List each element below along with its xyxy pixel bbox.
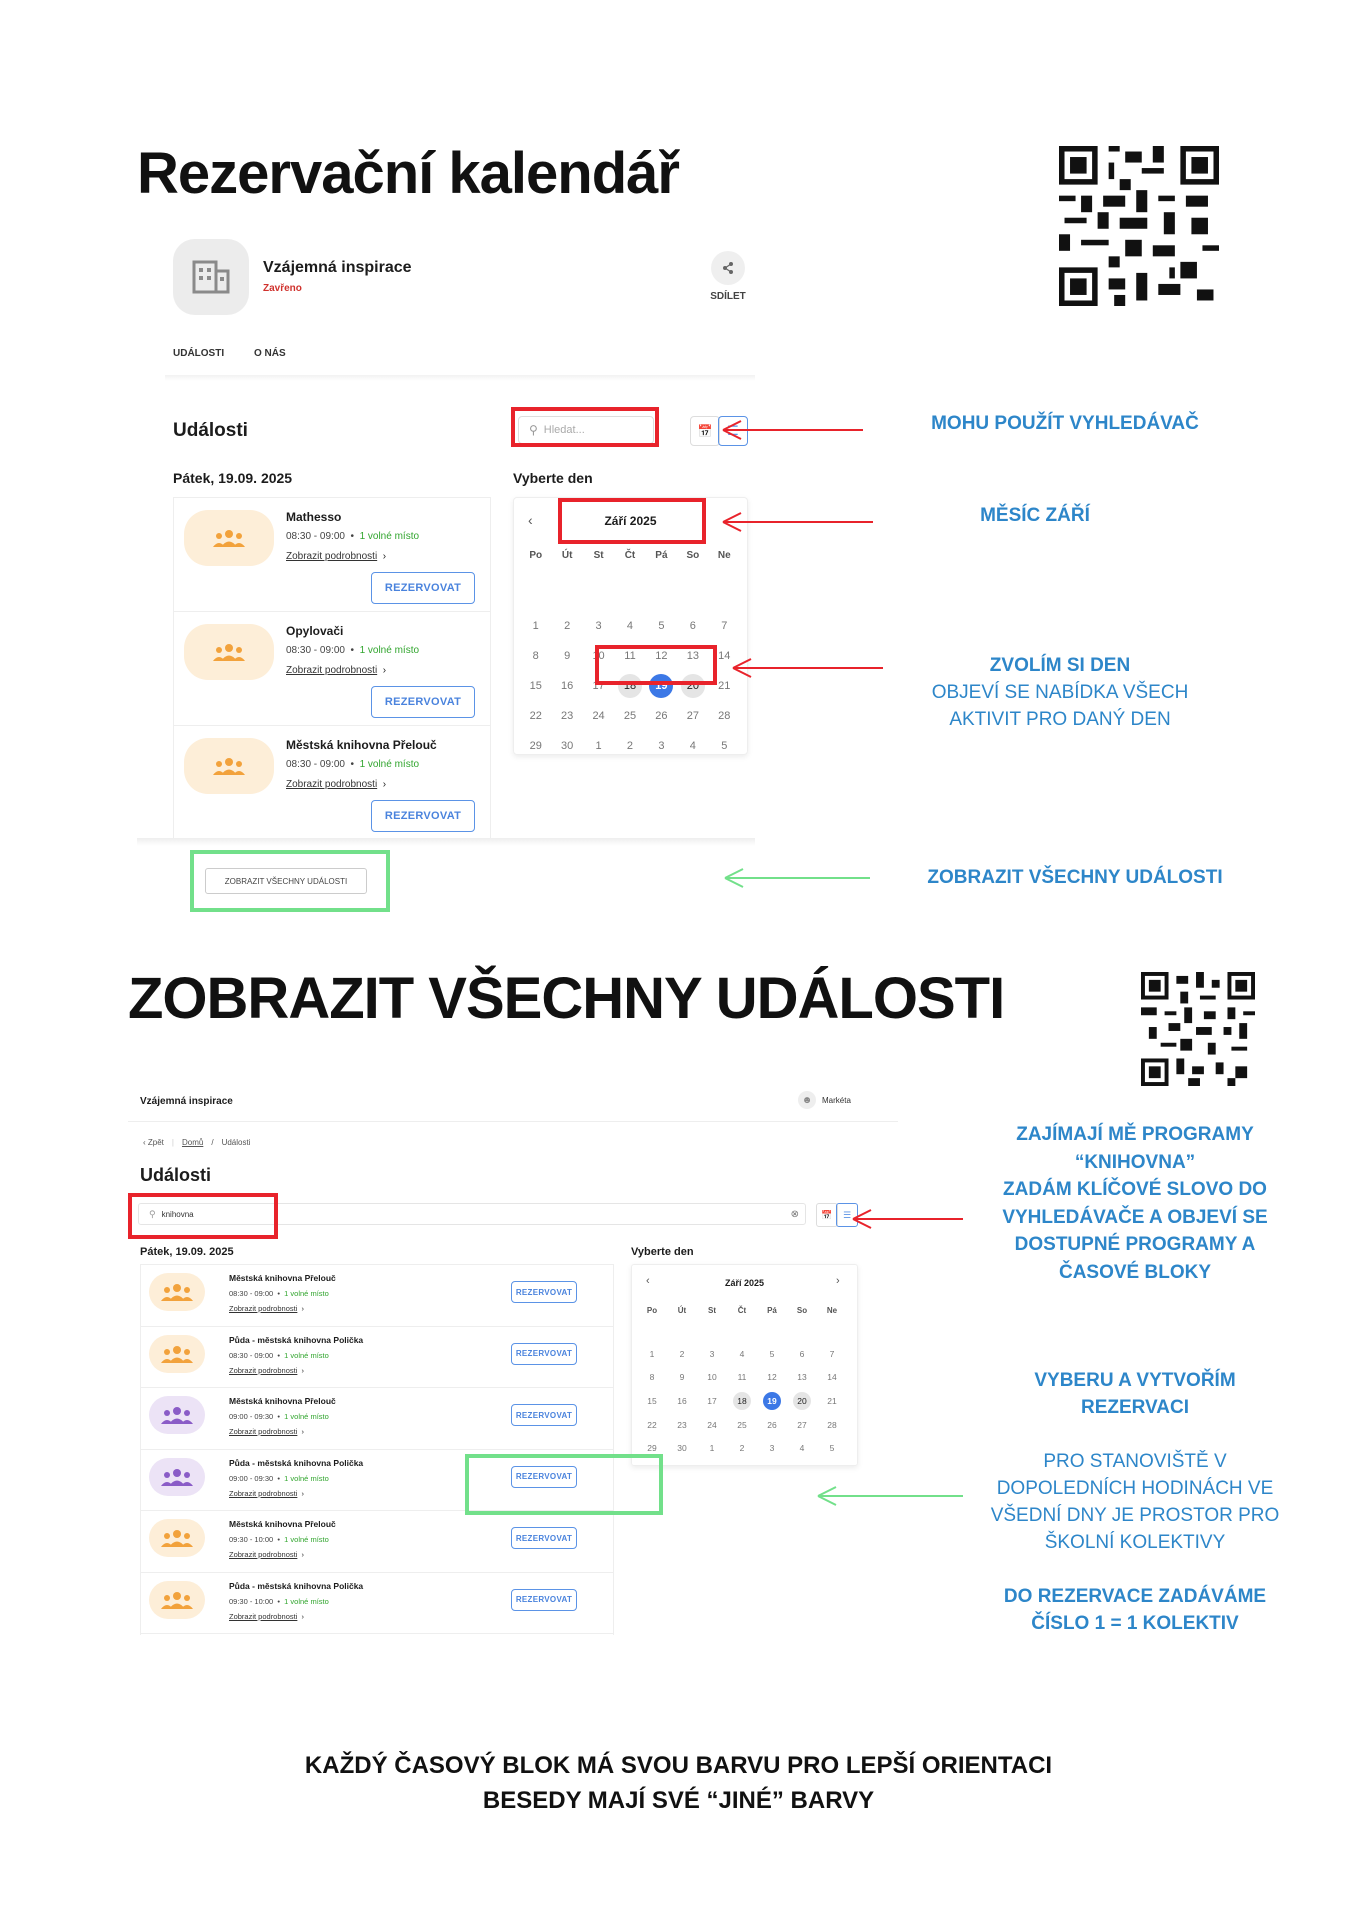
- annotation-search-2-line6: ČASOVÉ BLOKY: [1058, 1261, 1212, 1283]
- calendar-prev-button[interactable]: ‹: [646, 1275, 650, 1287]
- section2-title: ZOBRAZIT VŠECHNY UDÁLOSTI: [128, 966, 1005, 1031]
- event-spots: 1 volné místo: [284, 1412, 329, 1421]
- annotation-search-2-line4: VYHLEDÁVAČE A OBJEVÍ SE: [1002, 1206, 1268, 1228]
- calendar-day[interactable]: 10: [707, 1372, 717, 1383]
- calendar-month-2: Září 2025: [724, 1278, 765, 1288]
- event-avatar: [149, 1458, 205, 1496]
- reserve-button[interactable]: REZERVOVAT: [371, 572, 475, 604]
- calendar-day[interactable]: 26: [655, 710, 668, 722]
- event-spots: 1 volné místo: [359, 531, 420, 542]
- show-all-highlight: [190, 850, 390, 912]
- show-all-button[interactable]: ZOBRAZIT VŠECHNY UDÁLOSTI: [205, 868, 367, 894]
- event-time: 08:30 - 09:00: [286, 645, 345, 656]
- calendar-day[interactable]: 2: [679, 1348, 685, 1359]
- calendar-day[interactable]: 24: [707, 1419, 717, 1430]
- header-divider: [128, 1121, 898, 1122]
- breadcrumb-back[interactable]: ‹ Zpět: [143, 1138, 164, 1147]
- event-avatar: [149, 1519, 205, 1557]
- event-time-row: 08:30 - 09:00 • 1 volné místo: [286, 531, 420, 542]
- calendar-day[interactable]: 3: [595, 620, 602, 632]
- calendar-day[interactable]: 11: [737, 1372, 747, 1383]
- calendar-day[interactable]: 1: [532, 620, 539, 632]
- weekday-label: Po: [646, 1306, 658, 1315]
- event-row: [141, 1327, 613, 1389]
- calendar-day[interactable]: 20: [677, 671, 708, 701]
- calendar-day[interactable]: 29: [529, 740, 542, 752]
- calendar-day: [551, 581, 582, 611]
- calendar-day[interactable]: 16: [561, 680, 574, 692]
- event-time: 09:00 - 09:30: [229, 1412, 274, 1421]
- weekday-label: St: [593, 550, 604, 561]
- date-label: Pátek, 19.09. 2025: [173, 470, 293, 486]
- event-time: 09:30 - 10:00: [229, 1535, 274, 1544]
- group-icon: [159, 1467, 195, 1487]
- calendar-day[interactable]: 21: [827, 1395, 837, 1406]
- event-name: Městská knihovna Přelouč: [229, 1396, 336, 1406]
- annotation-search: MOHU POUŽÍT VYHLEDÁVAČ: [931, 413, 1199, 434]
- calendar-day[interactable]: 18: [614, 671, 645, 701]
- calendar-prev-button[interactable]: ‹: [528, 512, 533, 528]
- annotation-rule-line2: ČÍSLO 1 = 1 KOLEKTIV: [1031, 1613, 1239, 1634]
- calendar-view-button-2[interactable]: 📅: [816, 1203, 838, 1227]
- event-details-link[interactable]: Zobrazit podrobnosti ›: [229, 1365, 305, 1375]
- event-details-link[interactable]: Zobrazit podrobnosti ›: [229, 1304, 305, 1313]
- event-name: Půda - městská knihovna Polička: [229, 1580, 364, 1591]
- annotation-note-line2: DOPOLEDNÍCH HODINÁCH VE: [996, 1478, 1274, 1499]
- group-icon: [159, 1344, 195, 1364]
- nav-tab-events[interactable]: UDÁLOSTI: [173, 348, 225, 359]
- calendar-2: [631, 1264, 858, 1466]
- search-highlight: [511, 407, 659, 447]
- event-row: [174, 612, 490, 726]
- event-name: Půda - městská knihovna Polička: [229, 1457, 364, 1468]
- calendar-day[interactable]: 6: [689, 620, 696, 632]
- calendar-day[interactable]: 1: [649, 1348, 655, 1359]
- org-header: [165, 235, 755, 315]
- group-icon: [159, 1528, 195, 1548]
- event-details-link[interactable]: Zobrazit podrobnosti ›: [229, 1427, 305, 1436]
- event-name: Opylovači: [286, 624, 344, 638]
- share-label: SDÍLET: [710, 291, 746, 302]
- events-heading: Události: [173, 420, 248, 441]
- annotation-reserve: [990, 1367, 1280, 1637]
- event-spots: 1 volné místo: [284, 1350, 329, 1360]
- event-spots: 1 volné místo: [284, 1473, 329, 1483]
- breadcrumb-current: Události: [221, 1138, 251, 1147]
- calendar-day[interactable]: 30: [561, 740, 574, 752]
- weekday-label: Ne: [717, 550, 731, 561]
- event-time: 09:30 - 10:00: [229, 1596, 274, 1606]
- event-name: Mathesso: [286, 510, 342, 524]
- calendar-day[interactable]: 2: [564, 620, 571, 632]
- annotation-day-title: ZVOLÍM SI DEN: [989, 655, 1131, 676]
- events-heading-2: Události: [140, 1165, 212, 1185]
- calendar-day[interactable]: 2: [739, 1443, 745, 1454]
- event-time-row: 08:30 - 09:00 • 1 volné místo: [286, 645, 420, 656]
- reserve-button[interactable]: REZERVOVAT: [511, 1466, 577, 1488]
- qr-code-1: [1058, 146, 1220, 306]
- event-time-row: 09:00 - 09:30 • 1 volné místo: [229, 1412, 329, 1421]
- reserve-button[interactable]: REZERVOVAT: [371, 686, 475, 718]
- annotation-day-text2: AKTIVIT PRO DANÝ DEN: [949, 709, 1171, 730]
- event-time-row: 09:30 - 10:00 • 1 volné místo: [229, 1535, 329, 1544]
- org-name[interactable]: Vzájemná inspirace: [263, 259, 412, 276]
- event-spots: 1 volné místo: [359, 759, 420, 770]
- calendar-day: [677, 581, 708, 611]
- calendar-day[interactable]: 23: [561, 710, 574, 722]
- reserve-highlight: [465, 1454, 663, 1515]
- calendar-day[interactable]: 6: [799, 1348, 805, 1359]
- calendar-day[interactable]: 21: [718, 680, 731, 692]
- arrow-reserve-icon: [810, 1484, 965, 1508]
- calendar-day[interactable]: 29: [647, 1443, 657, 1454]
- reserve-button[interactable]: REZERVOVAT: [371, 800, 475, 832]
- calendar-day[interactable]: 19: [757, 1389, 787, 1413]
- calendar-day[interactable]: 15: [647, 1395, 657, 1406]
- calendar-day[interactable]: 18: [727, 1389, 757, 1413]
- event-avatar: [149, 1581, 205, 1619]
- qr-code-2: [1140, 972, 1256, 1086]
- event-time: 08:30 - 09:00: [286, 531, 345, 542]
- search-icon: ⚲: [529, 423, 538, 437]
- breadcrumb: ‹ Zpět | Domů / Události: [143, 1138, 251, 1147]
- annotation-reserve-line1: VYBERU A VYTVOŘÍM: [1034, 1370, 1236, 1391]
- reserve-button[interactable]: REZERVOVAT: [511, 1589, 577, 1611]
- qr-code-icon: [1140, 972, 1256, 1086]
- event-list-2: [140, 1264, 614, 1635]
- calendar-day[interactable]: 13: [686, 650, 699, 662]
- annotation-rule-line1: DO REZERVACE ZADÁVÁME: [1003, 1586, 1267, 1607]
- event-name: Městská knihovna Přelouč: [229, 1273, 336, 1283]
- annotation-day: [910, 652, 1210, 733]
- weekday-label: Ne: [826, 1306, 838, 1315]
- footer-line2: BESEDY MAJÍ SVÉ “JINÉ” BARVY: [482, 1787, 875, 1814]
- calendar-day[interactable]: 4: [739, 1348, 745, 1359]
- calendar-day[interactable]: 8: [649, 1372, 655, 1383]
- weekday-label: Čt: [737, 1306, 747, 1315]
- search-icon: ⚲: [149, 1208, 156, 1219]
- user-avatar-icon: ☻: [798, 1091, 816, 1109]
- group-icon: [211, 756, 247, 776]
- calendar-day[interactable]: 14: [718, 650, 731, 662]
- calendar-day[interactable]: 3: [658, 740, 665, 752]
- calendar-day[interactable]: 27: [797, 1419, 807, 1430]
- event-spots: 1 volné místo: [359, 645, 420, 656]
- arrow-show-all-icon: [717, 866, 872, 890]
- annotation-search-2-line5: DOSTUPNÉ PROGRAMY A: [1014, 1234, 1256, 1255]
- calendar-day: [614, 581, 645, 611]
- weekday-label: So: [796, 1306, 808, 1315]
- group-icon: [159, 1405, 195, 1425]
- calendar-day[interactable]: 23: [677, 1419, 687, 1430]
- calendar-day: [520, 581, 551, 611]
- event-time: 09:00 - 09:30: [229, 1473, 274, 1483]
- calendar-day[interactable]: 5: [769, 1348, 775, 1359]
- share-button[interactable]: [703, 251, 753, 309]
- weekday-label: Pá: [655, 550, 668, 561]
- arrow-search-icon: [715, 418, 865, 442]
- calendar-day[interactable]: 28: [718, 710, 731, 722]
- search-highlight-2: [128, 1193, 278, 1239]
- weekday-label: Po: [529, 550, 543, 561]
- breadcrumb-home[interactable]: Domů: [181, 1138, 204, 1147]
- calendar-day[interactable]: 5: [658, 620, 665, 632]
- annotation-reserve-line2: REZERVACI: [1080, 1397, 1190, 1418]
- calendar-day[interactable]: 30: [677, 1443, 687, 1454]
- calendar-day[interactable]: 4: [689, 740, 696, 752]
- calendar-day[interactable]: 7: [829, 1348, 835, 1359]
- event-time: 08:30 - 09:00: [229, 1350, 274, 1360]
- calendar-day[interactable]: 5: [721, 740, 728, 752]
- weekday-label: St: [708, 1306, 716, 1315]
- calendar-day: [709, 581, 740, 611]
- calendar-day[interactable]: 25: [623, 710, 637, 722]
- select-day-label: Vyberte den: [513, 470, 593, 486]
- event-avatar: [149, 1396, 205, 1434]
- calendar-day[interactable]: 1: [595, 740, 602, 752]
- reserve-button[interactable]: REZERVOVAT: [511, 1404, 577, 1426]
- qr-code-icon: [1058, 146, 1220, 306]
- event-row: [141, 1265, 613, 1327]
- event-details-link[interactable]: Zobrazit podrobnosti ›: [286, 779, 387, 790]
- calendar-next-button[interactable]: ›: [836, 1275, 840, 1287]
- reserve-button[interactable]: REZERVOVAT: [511, 1281, 577, 1303]
- annotation-search-2-line2: “KNIHOVNA”: [1074, 1151, 1196, 1173]
- event-avatar: [184, 624, 274, 680]
- calendar-day: [583, 581, 614, 611]
- calendar-day[interactable]: 5: [829, 1443, 835, 1454]
- event-time-row: 08:30 - 09:00 • 1 volné místo: [229, 1350, 329, 1360]
- calendar-day[interactable]: 16: [677, 1395, 687, 1406]
- org-status: Zavřeno: [263, 283, 302, 294]
- arrow-month-icon: [715, 510, 875, 534]
- building-icon: [191, 259, 231, 295]
- day-highlight: [595, 645, 717, 685]
- list-view-button-2[interactable]: ☰: [836, 1203, 858, 1227]
- event-list: [173, 497, 491, 840]
- calendar-day[interactable]: 4: [626, 620, 634, 632]
- group-icon: [159, 1282, 195, 1302]
- reserve-button[interactable]: REZERVOVAT: [511, 1527, 577, 1549]
- weekday-label: Út: [561, 550, 573, 561]
- annotation-show-all: ZOBRAZIT VŠECHNY UDÁLOSTI: [927, 867, 1223, 888]
- calendar-day[interactable]: 17: [592, 680, 605, 692]
- event-details-link[interactable]: Zobrazit podrobnosti ›: [229, 1488, 305, 1498]
- calendar-days: [637, 1342, 847, 1460]
- event-spots: 1 volné místo: [284, 1596, 329, 1606]
- event-row: [174, 498, 490, 612]
- group-icon: [159, 1590, 195, 1610]
- event-row: [141, 1388, 613, 1450]
- event-avatar: [184, 738, 274, 794]
- event-avatar: [184, 510, 274, 566]
- calendar-day[interactable]: 7: [721, 620, 728, 632]
- search-placeholder: Hledat...: [543, 424, 585, 436]
- calendar-day: [646, 581, 677, 611]
- calendar-day[interactable]: 20: [787, 1389, 817, 1413]
- event-name: Městská knihovna Přelouč: [286, 738, 437, 752]
- calendar-day[interactable]: 8: [532, 650, 539, 662]
- calendar-day[interactable]: 12: [655, 650, 668, 662]
- calendar-day[interactable]: 28: [827, 1419, 837, 1430]
- calendar-day[interactable]: 11: [624, 650, 636, 662]
- org-logo: [173, 239, 249, 315]
- calendar-day[interactable]: 24: [592, 710, 605, 722]
- calendar-day[interactable]: 19: [646, 671, 677, 701]
- event-avatar: [149, 1273, 205, 1311]
- calendar-day[interactable]: 14: [827, 1372, 837, 1383]
- weekday-label: Út: [677, 1306, 687, 1315]
- annotation-note-line3: VŠEDNÍ DNY JE PROSTOR PRO: [990, 1505, 1280, 1526]
- annotation-search-2-line3: ZADÁM KLÍČOVÉ SLOVO DO: [1003, 1179, 1267, 1200]
- search-value: knihovna: [161, 1209, 194, 1219]
- annotation-search-2: [990, 1121, 1280, 1286]
- list-view-button[interactable]: ☰: [718, 416, 748, 446]
- group-icon: [211, 528, 247, 548]
- calendar-day[interactable]: 1: [709, 1443, 715, 1454]
- header-org[interactable]: Vzájemná inspirace: [140, 1096, 233, 1107]
- calendar-day[interactable]: 3: [769, 1443, 775, 1454]
- calendar-month: Září 2025: [604, 514, 657, 528]
- calendar-day[interactable]: 10: [592, 650, 605, 662]
- annotation-note-line1: PRO STANOVIŠTĚ V: [1043, 1451, 1227, 1472]
- share-icon: [711, 251, 745, 285]
- event-spots: 1 volné místo: [284, 1535, 329, 1544]
- event-time-row: 09:00 - 09:30 • 1 volné místo: [229, 1473, 329, 1483]
- calendar-day[interactable]: 13: [797, 1372, 807, 1383]
- weekday-label: So: [686, 550, 700, 561]
- event-time: 08:30 - 09:00: [286, 759, 345, 770]
- divider: [165, 375, 755, 381]
- annotation-month: MĚSÍC ZÁŘÍ: [980, 505, 1090, 526]
- calendar-day[interactable]: 27: [686, 710, 699, 722]
- event-row: [141, 1573, 613, 1635]
- clear-search-icon[interactable]: ⊗: [790, 1208, 799, 1220]
- event-name: Městská knihovna Přelouč: [229, 1519, 336, 1529]
- annotation-note-line4: ŠKOLNÍ KOLEKTIVY: [1044, 1532, 1226, 1553]
- weekday-label: Čt: [624, 550, 636, 561]
- section1-title: Rezervační kalendář: [137, 141, 679, 206]
- event-details-link[interactable]: Zobrazit podrobnosti ›: [229, 1550, 305, 1559]
- event-time-row: 08:30 - 09:00 • 1 volné místo: [229, 1289, 329, 1298]
- calendar-weekdays: [520, 550, 740, 561]
- event-name: Půda - městská knihovna Polička: [229, 1334, 364, 1345]
- event-time: 08:30 - 09:00: [229, 1289, 274, 1298]
- fade-divider: [137, 838, 755, 846]
- event-time-row: 08:30 - 09:00 • 1 volné místo: [286, 759, 420, 770]
- calendar-day[interactable]: 3: [709, 1348, 715, 1359]
- calendar-day[interactable]: 22: [529, 710, 542, 722]
- event-row: [141, 1511, 613, 1573]
- event-details-link[interactable]: Zobrazit podrobnosti ›: [286, 665, 387, 676]
- calendar-day[interactable]: 2: [626, 740, 634, 752]
- month-highlight: [558, 498, 706, 544]
- event-spots: 1 volné místo: [284, 1289, 329, 1298]
- event-time-row: 09:30 - 10:00 • 1 volné místo: [229, 1596, 329, 1606]
- calendar-day[interactable]: 26: [767, 1419, 777, 1430]
- calendar-day[interactable]: 15: [529, 680, 542, 692]
- group-icon: [211, 642, 247, 662]
- calendar-day[interactable]: 22: [647, 1419, 657, 1430]
- date-label-2: Pátek, 19.09. 2025: [140, 1246, 234, 1258]
- calendar-day[interactable]: 9: [564, 650, 571, 662]
- event-details-link[interactable]: Zobrazit podrobnosti ›: [229, 1611, 305, 1621]
- footer-line1: KAŽDÝ ČASOVÝ BLOK MÁ SVOU BARVU PRO LEPŠÍ ORIENTACI: [304, 1752, 1053, 1779]
- calendar-weekdays: [637, 1306, 847, 1315]
- annotation-day-text1: OBJEVÍ SE NABÍDKA VŠECH: [931, 682, 1189, 703]
- calendar-day[interactable]: 9: [679, 1372, 685, 1383]
- calendar-view-button[interactable]: 📅: [690, 416, 720, 446]
- user-name: Markéta: [822, 1095, 851, 1105]
- event-row: [174, 726, 490, 840]
- calendar-day[interactable]: 12: [767, 1372, 777, 1383]
- event-avatar: [149, 1335, 205, 1373]
- calendar-day[interactable]: 4: [799, 1443, 805, 1454]
- arrow-day-icon: [725, 656, 885, 680]
- event-details-link[interactable]: Zobrazit podrobnosti ›: [286, 551, 387, 562]
- select-day-label-2: Vyberte den: [631, 1246, 694, 1258]
- arrow-search-2-icon: [845, 1207, 965, 1231]
- calendar-day[interactable]: 25: [737, 1419, 747, 1430]
- weekday-label: Pá: [767, 1306, 777, 1315]
- nav-tab-about[interactable]: O NÁS: [254, 348, 286, 359]
- user-menu[interactable]: [798, 1091, 851, 1109]
- reserve-button[interactable]: REZERVOVAT: [511, 1343, 577, 1365]
- calendar-day[interactable]: 17: [707, 1395, 717, 1406]
- annotation-search-2-line1: ZAJÍMAJÍ MĚ PROGRAMY: [1016, 1124, 1254, 1145]
